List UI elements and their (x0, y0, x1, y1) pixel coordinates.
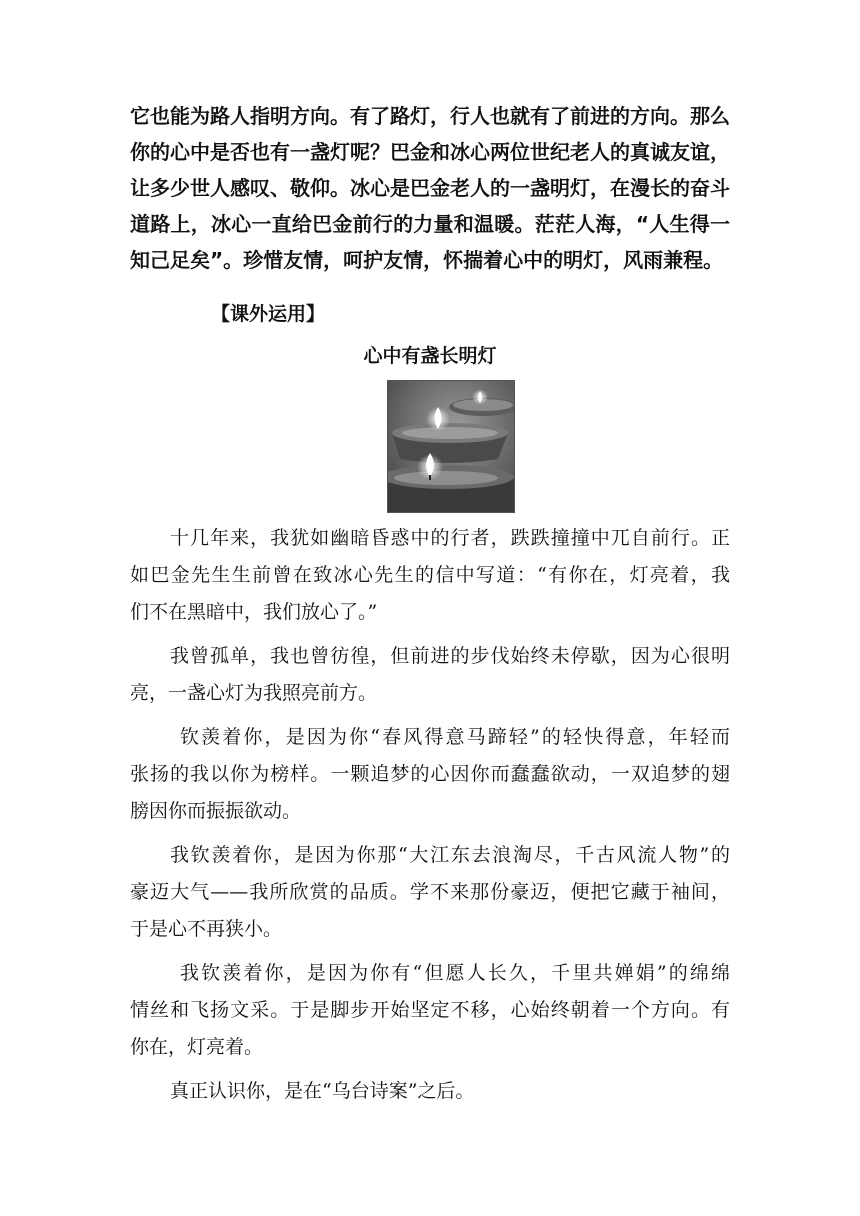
paragraph (130, 837, 730, 948)
intro-line: 知己足矣”。珍惜友情，呵护友情，怀揣着心中的明灯，风雨兼程。 (130, 248, 724, 272)
article-body (130, 520, 730, 1117)
article-title: 心中有盏长明灯 (363, 345, 497, 367)
paragraph-line: 十几年来，我犹如幽暗昏惑中的行者，跌跌撞撞中兀自前行。正 (170, 527, 730, 549)
paragraph (130, 638, 730, 712)
paragraph-line: 豪迈大气——我所欣赏的品质。学不来那份豪迈，便把它藏于袖间， (130, 881, 730, 903)
paragraph-line: 情丝和飞扬文采。于是脚步开始坚定不移，心始终朝着一个方向。有 (130, 999, 730, 1021)
paragraph-line: 如巴金先生生前曾在致冰心先生的信中写道：“有你在，灯亮着，我 (130, 564, 730, 586)
paragraph (130, 520, 730, 631)
paragraph-line: 于是心不再狭小。 (130, 918, 283, 940)
paragraph-line: 们不在黑暗中，我们放心了。” (130, 601, 378, 623)
paragraph-line: 我钦羡着你，是因为你有“但愿人长久，千里共婵娟”的绵绵 (180, 962, 730, 984)
paragraph (130, 719, 730, 830)
paragraph-line: 亮，一盏心灯为我照亮前方。 (130, 682, 378, 704)
intro-line: 你的心中是否也有一盏灯呢？巴金和冰心两位世纪老人的真诚友谊， (130, 140, 730, 164)
paragraph-line: 你在，灯亮着。 (130, 1036, 264, 1058)
paragraph-line: 膀因你而振振欲动。 (130, 800, 302, 822)
paragraph-line: 张扬的我以你为榜样。一颗追梦的心因你而蠢蠢欲动，一双追梦的翅 (130, 763, 730, 785)
paragraph-line: 我曾孤单，我也曾彷徨，但前进的步伐始终未停歇，因为心很明 (170, 645, 730, 667)
section-heading: 【课外运用】 (211, 303, 326, 325)
intro-line: 它也能为路人指明方向。有了路灯，行人也就有了前进的方向。那么 (130, 104, 730, 128)
candle-lamps-photo (387, 380, 515, 513)
intro-line: 让多少世人感叹、敬仰。冰心是巴金老人的一盏明灯，在漫长的奋斗 (130, 176, 730, 200)
intro-line: 道路上，冰心一直给巴金前行的力量和温暖。茫茫人海，“人生得一 (130, 212, 730, 236)
paragraph (130, 1073, 730, 1110)
intro-passage (130, 98, 730, 278)
paragraph-line: 我钦羡着你，是因为你那“大江东去浪淘尽，千古风流人物”的 (170, 844, 730, 866)
paragraph (130, 955, 730, 1066)
paragraph-line: 钦羡着你，是因为你“春风得意马蹄轻”的轻快得意，年轻而 (180, 726, 730, 748)
paragraph-line: 真正认识你，是在“乌台诗案”之后。 (170, 1080, 475, 1102)
